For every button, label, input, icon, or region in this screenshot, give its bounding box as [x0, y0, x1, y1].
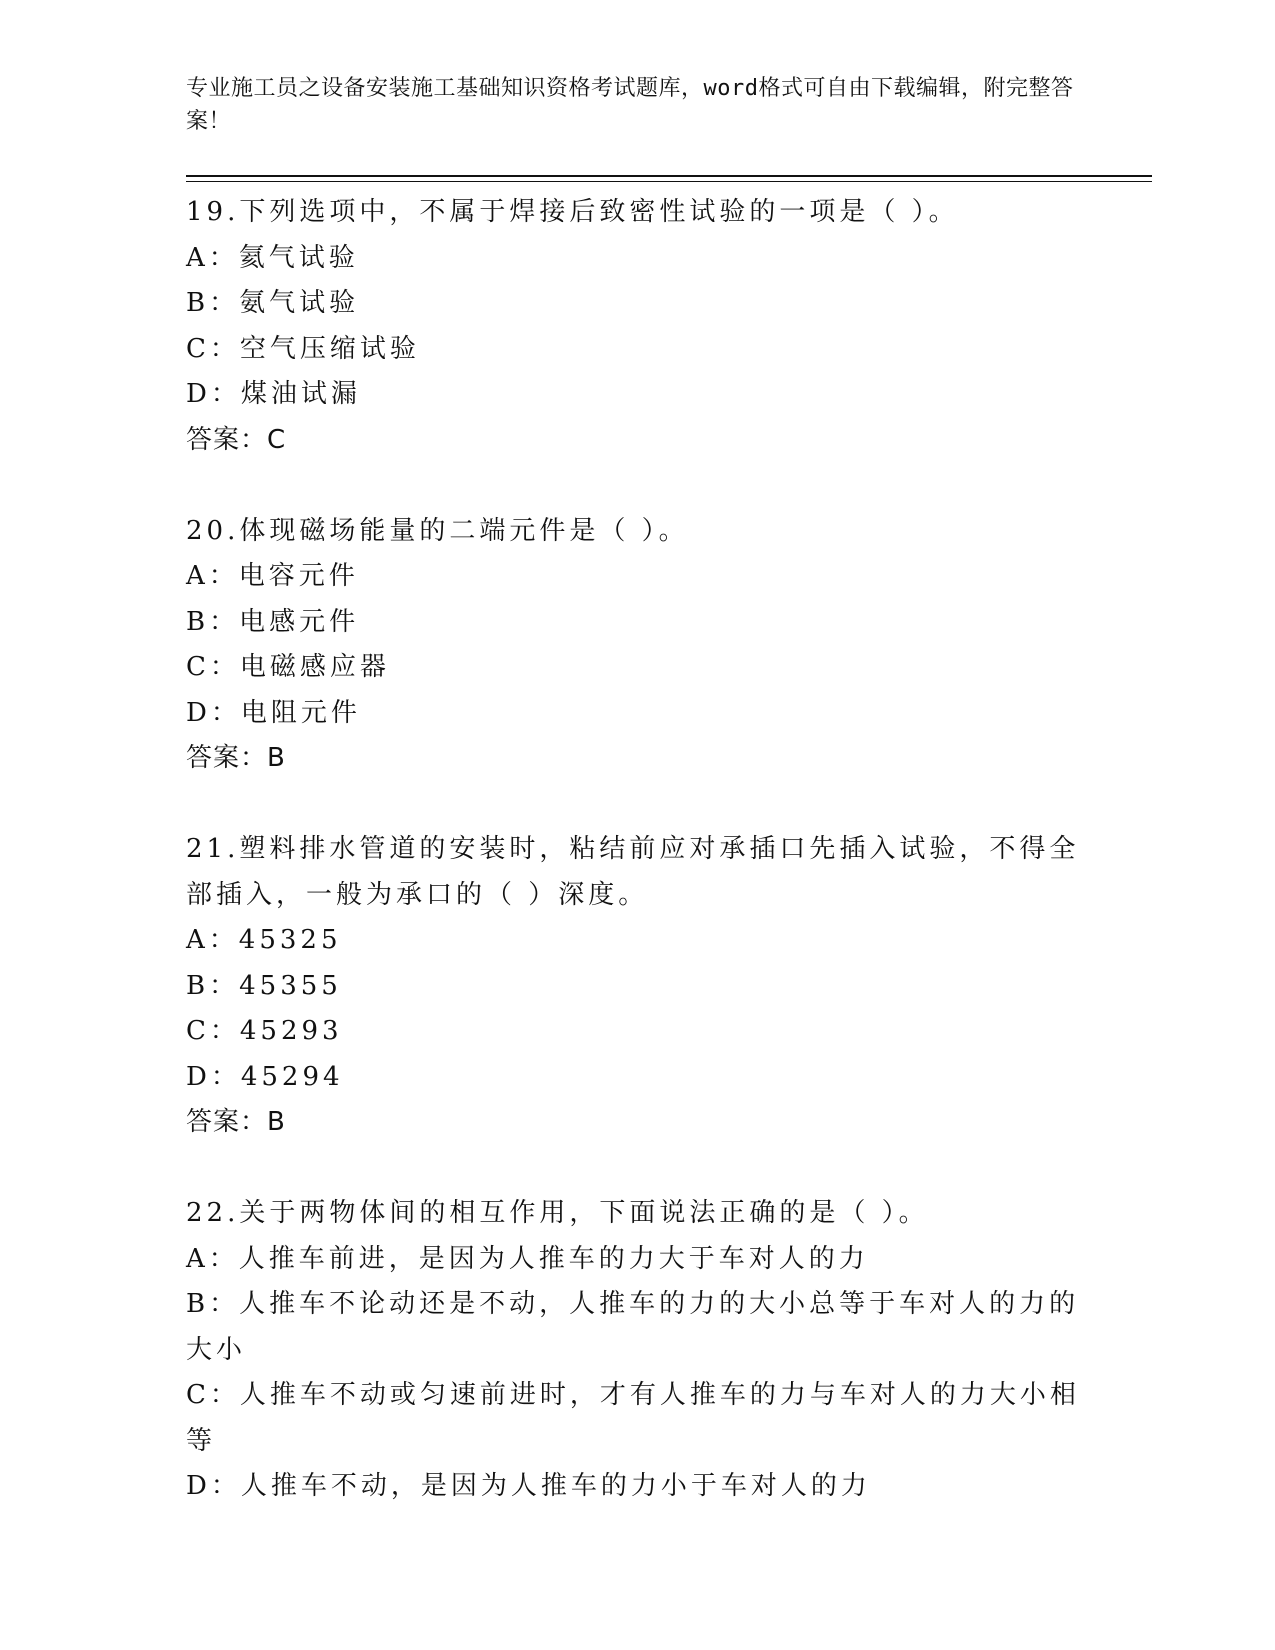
- option-b: B：45355: [186, 970, 342, 1001]
- question-20: [186, 509, 1086, 782]
- option-d: D：煤油试漏: [186, 379, 361, 409]
- answer-line: 答案：B: [186, 743, 286, 773]
- question-stem: 21.塑料排水管道的安装时，粘结前应对承插口先插入试验，不得全部插入，一般为承口的（ ）深度。: [186, 834, 1080, 910]
- question-stem: 19.下列选项中，不属于焊接后致密性试验的一项是（ ）。: [186, 197, 959, 227]
- option-a: A：人推车前进，是因为人推车的力大于车对人的力: [186, 1243, 869, 1274]
- option-c: C：人推车不动或匀速前进时，才有人推车的力与车对人的力大小相等: [186, 1380, 1080, 1456]
- option-a: A：氦气试验: [186, 242, 359, 273]
- option-d: D：45294: [186, 1061, 344, 1092]
- option-b: B：氨气试验: [186, 288, 360, 318]
- question-19: [186, 190, 1086, 463]
- header-divider-bottom: [186, 181, 1152, 182]
- question-stem: 22.关于两物体间的相互作用，下面说法正确的是（ ）。: [186, 1198, 929, 1228]
- question-stem: 20.体现磁场能量的二端元件是（ ）。: [186, 515, 689, 546]
- question-list: [186, 190, 1086, 1555]
- option-c: C：空气压缩试验: [186, 333, 420, 364]
- answer-line: 答案：C: [186, 424, 287, 455]
- question-22: [186, 1191, 1086, 1510]
- header-divider-top: [186, 175, 1152, 177]
- answer-line: 答案：B: [186, 1107, 286, 1137]
- option-d: D：人推车不动，是因为人推车的力小于车对人的力: [186, 1471, 871, 1501]
- option-b: B：人推车不论动还是不动，人推车的力的大小总等于车对人的力的大小: [186, 1289, 1080, 1365]
- option-a: A：45325: [186, 925, 342, 955]
- question-21: [186, 827, 1086, 1146]
- option-a: A：电容元件: [186, 561, 359, 591]
- option-c: C：电磁感应器: [186, 652, 390, 682]
- document-header: 专业施工员之设备安装施工基础知识资格考试题库，word格式可自由下载编辑，附完整答案！: [186, 76, 1074, 134]
- option-c: C：45293: [186, 1016, 343, 1046]
- option-b: B：电感元件: [186, 606, 360, 637]
- option-d: D：电阻元件: [186, 697, 361, 728]
